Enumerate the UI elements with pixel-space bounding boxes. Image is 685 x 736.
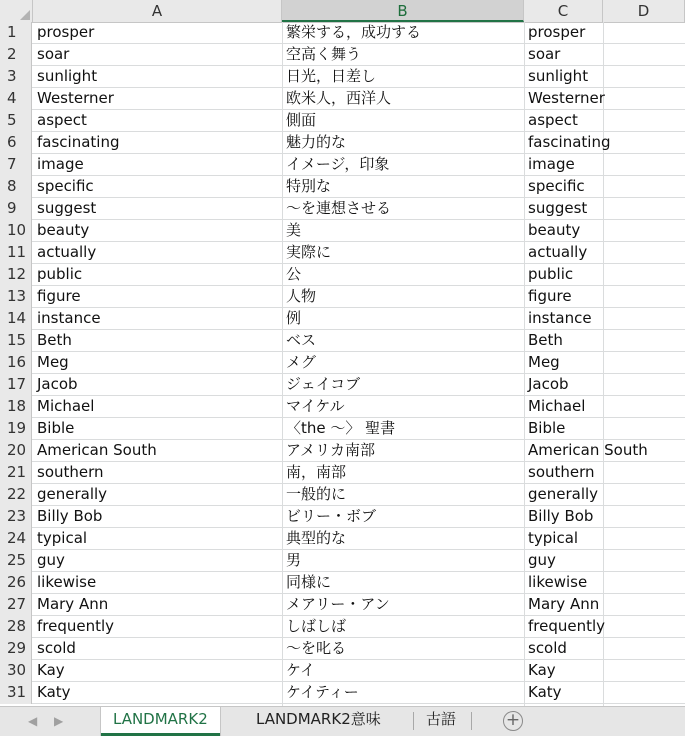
tab-kogo[interactable]: 古語 <box>426 710 457 728</box>
cell-a[interactable]: soar <box>37 45 70 63</box>
cell-a[interactable]: Bible <box>37 419 75 437</box>
table-row <box>0 594 685 616</box>
table-row <box>0 264 685 286</box>
cell-a[interactable]: image <box>37 155 84 173</box>
cell-c[interactable]: generally <box>528 485 599 503</box>
row-header[interactable]: 7 <box>0 154 32 176</box>
cell-a[interactable]: scold <box>37 639 76 657</box>
cell-a[interactable]: southern <box>37 463 104 481</box>
tab-separator <box>471 712 472 730</box>
cell-c[interactable]: typical <box>528 529 579 547</box>
cell-b[interactable]: しばしば <box>286 617 347 635</box>
column-header-b[interactable]: B <box>282 0 524 22</box>
table-row <box>0 484 685 506</box>
cell-a[interactable]: prosper <box>37 23 95 41</box>
cell-b[interactable]: 実際に <box>286 243 332 261</box>
cell-c[interactable]: soar <box>528 45 561 63</box>
cell-b[interactable]: 欧米人，西洋人 <box>286 89 392 107</box>
cell-b[interactable]: イメージ，印象 <box>286 155 390 173</box>
cell-a[interactable]: figure <box>37 287 81 305</box>
row-header[interactable]: 25 <box>0 550 32 572</box>
table-row <box>0 418 685 440</box>
cell-c[interactable]: beauty <box>528 221 581 239</box>
cell-b[interactable]: アメリカ南部 <box>286 441 375 459</box>
cell-b[interactable]: 例 <box>286 309 302 327</box>
cell-c[interactable]: public <box>528 265 574 283</box>
cell-a[interactable]: Mary Ann <box>37 595 109 613</box>
cell-b[interactable]: 日光，日差し <box>286 67 377 85</box>
cell-b[interactable]: ケイ <box>286 661 315 679</box>
table-row <box>0 308 685 330</box>
row-header[interactable]: 30 <box>0 660 32 682</box>
row-header[interactable]: 26 <box>0 572 32 594</box>
cell-c[interactable]: likewise <box>528 573 588 591</box>
row-header[interactable]: 22 <box>0 484 32 506</box>
row-header[interactable]: 1 <box>0 22 32 44</box>
row-header[interactable]: 18 <box>0 396 32 418</box>
cell-b[interactable]: ジェイコブ <box>286 375 361 393</box>
row-header[interactable]: 6 <box>0 132 32 154</box>
table-row <box>0 616 685 638</box>
row-header[interactable]: 15 <box>0 330 32 352</box>
table-row <box>0 396 685 418</box>
table-row <box>0 440 685 462</box>
column-header-c[interactable]: C <box>524 0 603 22</box>
table-row <box>0 176 685 198</box>
cell-c[interactable]: suggest <box>528 199 588 217</box>
cell-a[interactable]: Beth <box>37 331 72 349</box>
cell-b[interactable]: ～を連想させる <box>286 199 392 217</box>
table-row <box>0 528 685 550</box>
table-row <box>0 506 685 528</box>
table-row <box>0 242 685 264</box>
row-header[interactable]: 27 <box>0 594 32 616</box>
column-header-d[interactable]: D <box>603 0 685 22</box>
cell-c[interactable]: instance <box>528 309 592 327</box>
table-row <box>0 462 685 484</box>
row-header[interactable]: 29 <box>0 638 32 660</box>
row-header[interactable]: 10 <box>0 220 32 242</box>
cell-a[interactable]: sunlight <box>37 67 98 85</box>
row-header[interactable]: 31 <box>0 682 32 704</box>
row-header[interactable]: 19 <box>0 418 32 440</box>
table-row <box>0 220 685 242</box>
column-header-a[interactable]: A <box>33 0 282 22</box>
tab-landmark2[interactable]: LANDMARK2 <box>101 707 220 736</box>
cell-a[interactable]: Kay <box>37 661 65 679</box>
row-header[interactable]: 13 <box>0 286 32 308</box>
row-header[interactable]: 12 <box>0 264 32 286</box>
cell-c[interactable]: Mary Ann <box>528 595 600 613</box>
row-header[interactable]: 11 <box>0 242 32 264</box>
cell-c[interactable]: aspect <box>528 111 578 129</box>
table-row <box>0 22 685 44</box>
row-header[interactable]: 20 <box>0 440 32 462</box>
table-row <box>0 374 685 396</box>
cell-c[interactable]: actually <box>528 243 588 261</box>
table-row <box>0 660 685 682</box>
table-row <box>0 330 685 352</box>
cell-a[interactable]: specific <box>37 177 94 195</box>
table-row <box>0 572 685 594</box>
cell-c[interactable]: Westerner <box>528 89 605 107</box>
cell-c[interactable]: Beth <box>528 331 563 349</box>
tab-landmark2-meaning[interactable]: LANDMARK2意味 <box>256 710 381 728</box>
row-header[interactable]: 23 <box>0 506 32 528</box>
row-header[interactable]: 28 <box>0 616 32 638</box>
row-header[interactable]: 16 <box>0 352 32 374</box>
cell-c[interactable]: prosper <box>528 23 586 41</box>
cell-b[interactable]: メグ <box>286 353 317 371</box>
cell-b[interactable]: 繁栄する，成功する <box>286 23 422 41</box>
cell-b[interactable]: 一般的に <box>286 485 347 503</box>
sheet-tab-bar <box>0 706 685 736</box>
table-row <box>0 66 685 88</box>
table-row <box>0 88 685 110</box>
column-header-bar <box>0 0 685 23</box>
table-row <box>0 286 685 308</box>
add-sheet-icon[interactable]: + <box>503 711 523 731</box>
cell-b[interactable]: ビリー・ボブ <box>286 507 377 525</box>
cell-a[interactable]: aspect <box>37 111 87 129</box>
cell-a[interactable]: likewise <box>37 573 97 591</box>
cell-b[interactable]: 典型的な <box>286 529 347 547</box>
table-row <box>0 550 685 572</box>
cell-b[interactable]: 美 <box>286 221 302 239</box>
cell-a[interactable]: Westerner <box>37 89 114 107</box>
cell-b[interactable]: 南，南部 <box>286 463 347 481</box>
cell-c[interactable]: Jacob <box>528 375 569 393</box>
cell-a[interactable]: generally <box>37 485 108 503</box>
cell-a[interactable]: suggest <box>37 199 97 217</box>
cell-a[interactable]: beauty <box>37 221 90 239</box>
cell-c[interactable]: guy <box>528 551 556 569</box>
scroll-right-icon[interactable]: ▶ <box>54 714 64 728</box>
cell-c[interactable]: image <box>528 155 575 173</box>
cell-c[interactable]: Bible <box>528 419 566 437</box>
row-header[interactable]: 4 <box>0 88 32 110</box>
cell-c[interactable]: American South <box>528 441 648 459</box>
cell-a[interactable]: frequently <box>37 617 115 635</box>
cell-b[interactable]: マイケル <box>286 397 345 415</box>
cell-c[interactable]: frequently <box>528 617 606 635</box>
table-row <box>0 154 685 176</box>
cell-a[interactable]: actually <box>37 243 97 261</box>
cell-c[interactable]: specific <box>528 177 585 195</box>
row-header[interactable]: 21 <box>0 462 32 484</box>
cell-c[interactable]: fascinating <box>528 133 611 151</box>
row-header[interactable]: 17 <box>0 374 32 396</box>
table-row <box>0 638 685 660</box>
cell-a[interactable]: fascinating <box>37 133 120 151</box>
cell-b[interactable]: ～を叱る <box>286 639 347 657</box>
row-header[interactable]: 14 <box>0 308 32 330</box>
cell-b[interactable]: ケイティー <box>286 683 359 701</box>
table-row <box>0 110 685 132</box>
row-header[interactable]: 24 <box>0 528 32 550</box>
scroll-left-icon[interactable]: ◀ <box>28 714 38 728</box>
cell-a[interactable]: Katy <box>37 683 71 701</box>
table-row <box>0 44 685 66</box>
cell-c[interactable]: figure <box>528 287 572 305</box>
table-row <box>0 198 685 220</box>
select-all-corner[interactable] <box>0 0 33 22</box>
cell-c[interactable]: Kay <box>528 661 556 679</box>
cell-a[interactable]: Meg <box>37 353 69 371</box>
cell-a[interactable]: American South <box>37 441 157 459</box>
row-header[interactable]: 5 <box>0 110 32 132</box>
row-header[interactable]: 8 <box>0 176 32 198</box>
cell-b[interactable]: 側面 <box>286 111 317 129</box>
table-row <box>0 352 685 374</box>
cell-a[interactable]: guy <box>37 551 65 569</box>
cell-b[interactable]: 魅力的な <box>286 133 347 151</box>
row-header[interactable]: 2 <box>0 44 32 66</box>
cell-a[interactable]: Jacob <box>37 375 78 393</box>
select-all-triangle-icon <box>20 10 30 20</box>
cell-c[interactable]: Billy Bob <box>528 507 594 525</box>
cell-b[interactable]: 同様に <box>286 573 332 591</box>
cell-b[interactable]: 人物 <box>286 287 317 305</box>
row-header[interactable]: 3 <box>0 66 32 88</box>
cell-b[interactable]: 公 <box>286 265 302 283</box>
cell-b[interactable]: 〈the ～〉 聖書 <box>286 419 396 437</box>
cell-a[interactable]: public <box>37 265 83 283</box>
cell-b[interactable]: 空高く舞う <box>286 45 362 63</box>
cell-b[interactable]: メアリー・アン <box>286 595 390 613</box>
cell-b[interactable]: ベス <box>286 331 317 349</box>
table-row <box>0 132 685 154</box>
table-row <box>0 682 685 704</box>
cell-c[interactable]: Katy <box>528 683 562 701</box>
cell-c[interactable]: scold <box>528 639 567 657</box>
cell-a[interactable]: Michael <box>37 397 95 415</box>
cell-c[interactable]: sunlight <box>528 67 589 85</box>
cell-c[interactable]: southern <box>528 463 595 481</box>
row-header[interactable]: 9 <box>0 198 32 220</box>
cell-b[interactable]: 男 <box>286 551 302 569</box>
cell-b[interactable]: 特別な <box>286 177 332 195</box>
cell-a[interactable]: Billy Bob <box>37 507 103 525</box>
cell-a[interactable]: instance <box>37 309 101 327</box>
cell-c[interactable]: Michael <box>528 397 586 415</box>
cell-a[interactable]: typical <box>37 529 88 547</box>
cell-c[interactable]: Meg <box>528 353 560 371</box>
